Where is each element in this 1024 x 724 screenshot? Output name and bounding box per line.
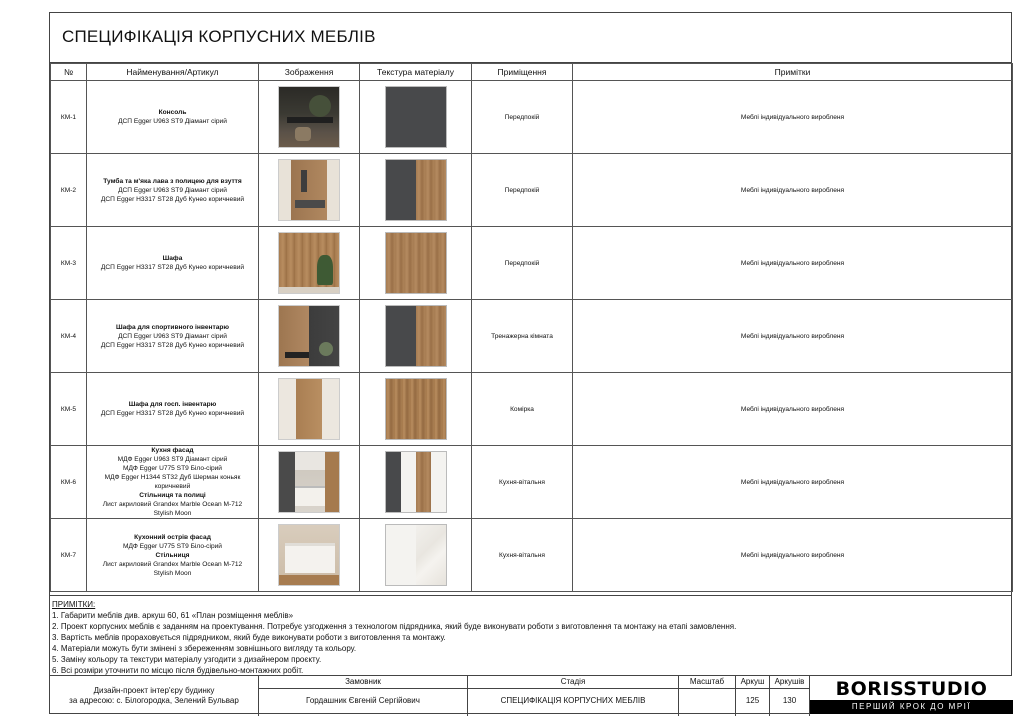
col-header-notes: Примітки [573, 64, 1013, 81]
table-row [51, 81, 1013, 154]
scale-cell [679, 676, 736, 716]
name-line: ДСП Egger H3317 ST28 Дуб Кунео коричневий [100, 264, 245, 271]
col-header-name: Найменування/Артикул [87, 64, 259, 81]
stage-cell [468, 676, 679, 716]
row-note: Меблі індивідуального виробленя [573, 227, 1013, 300]
studio-logo [810, 676, 1013, 716]
row-name [87, 81, 259, 154]
row-name [87, 446, 259, 519]
table-row [51, 154, 1013, 227]
name-title: Консоль [158, 109, 187, 116]
row-room: Передпокій [472, 81, 573, 154]
row-texture [360, 519, 472, 592]
name-line: МДФ Egger U963 ST9 Діамант сірий [117, 456, 228, 463]
note-item: 4. Матеріали можуть бути змінені з збереженням зовнішнього вигляду та кольору. [52, 644, 357, 653]
row-room: Кухня-вітальня [472, 519, 573, 592]
sheet-value: 125 [745, 696, 760, 705]
page-title: СПЕЦИФІКАЦІЯ КОРПУСНИХ МЕБЛІВ [62, 27, 376, 46]
name-line: коричневий [154, 483, 191, 490]
row-room: Передпокій [472, 154, 573, 227]
project-line-2: за адресою: с. Білогородка, Зелений Бульвар [69, 696, 239, 705]
name-title: Кухня фасад [151, 447, 194, 454]
row-image [259, 154, 360, 227]
table-row [51, 373, 1013, 446]
texture-swatch [385, 305, 447, 367]
texture-swatch [385, 86, 447, 148]
notes-header: ПРИМІТКИ: [52, 600, 96, 609]
name-title-2: Стільниця та полиці [139, 492, 206, 499]
row-image [259, 373, 360, 446]
row-texture [360, 154, 472, 227]
row-note: Меблі індивідуального виробленя [573, 373, 1013, 446]
row-texture [360, 373, 472, 446]
row-id: КМ-7 [51, 519, 87, 592]
row-name [87, 519, 259, 592]
name-line: ДСП Egger H3317 ST28 Дуб Кунео коричневий [100, 341, 245, 349]
row-id: КМ-3 [51, 227, 87, 300]
row-note: Меблі індивідуального виробленя [573, 519, 1013, 592]
note-item: 6. Всі розміри уточнити по місцю після будівельно-монтажних робіт. [52, 666, 304, 675]
texture-swatch [385, 378, 447, 440]
row-texture [360, 227, 472, 300]
row-id: КМ-4 [51, 300, 87, 373]
texture-swatch [385, 232, 447, 294]
customer-value: Гордашник Євгеній Сергійович [306, 696, 420, 705]
row-image [259, 519, 360, 592]
stage-label: Стадія [560, 677, 586, 686]
texture-swatch [385, 451, 447, 513]
name-title: Шафа [162, 255, 183, 262]
name-line: ДСП Egger U963 ST9 Діамант сірий [118, 118, 227, 125]
utility-cabinet-photo [278, 378, 340, 440]
logo-name: BORISSTUDIO [835, 678, 988, 700]
name-line: МДФ Egger U775 ST9 Біло-сірий [123, 542, 222, 550]
row-id: КМ-6 [51, 446, 87, 519]
name-line: МДФ Egger H1344 ST32 Дуб Шерман коньяк [104, 474, 241, 481]
row-image [259, 446, 360, 519]
name-line: ДСП Egger U963 ST9 Діамант сірий [118, 332, 227, 340]
note-item: 2. Проект корпусних меблів є заданням на проектування. Потребує узгодження з технологом підрядника, який буде виконувати роботи з виготовлення та монтажу на етапі замовлення. [52, 622, 737, 631]
row-note: Меблі індивідуального виробленя [573, 300, 1013, 373]
row-texture [360, 300, 472, 373]
table-header-row [51, 64, 1013, 81]
sheets-label: Аркушів [774, 677, 805, 686]
name-title: Шафа для госп. інвентарю [128, 401, 217, 408]
kitchen-photo [278, 451, 340, 513]
note-item: 3. Вартість меблів прораховується підрядником, який буде виконувати роботи з виготовлення та монтажу. [52, 633, 446, 642]
texture-swatch [385, 524, 447, 586]
name-title: Шафа для спортивного інвентарю [115, 323, 230, 331]
note-item: 5. Заміну кольору та текстури матеріалу узгодити з дизайнером проєкту. [52, 655, 322, 664]
row-note: Меблі індивідуального виробленя [573, 446, 1013, 519]
texture-swatch [385, 159, 447, 221]
name-line: ДСП Egger U963 ST9 Діамант сірий [118, 186, 227, 194]
shoe-bench-photo [278, 159, 340, 221]
sheet-label: Аркуш [740, 677, 765, 686]
name-line: Stylish Moon [153, 569, 192, 577]
name-line: Stylish Moon [153, 510, 192, 517]
table-row [51, 227, 1013, 300]
kitchen-island-photo [278, 524, 340, 586]
sheets-cell [770, 676, 810, 716]
sport-cabinet-photo [278, 305, 340, 367]
row-image [259, 227, 360, 300]
project-info [50, 676, 259, 716]
row-id: КМ-5 [51, 373, 87, 446]
row-texture [360, 81, 472, 154]
col-header-texture: Текстура матеріалу [360, 64, 472, 81]
name-line: Лист акриловий Grandex Marble Ocean M-712 [102, 560, 243, 568]
drawing-sheet [49, 12, 1012, 714]
row-id: КМ-2 [51, 154, 87, 227]
name-title: Тумба та м'яка лава з полицею для взуття [103, 177, 242, 185]
name-title-2: Стільниця [155, 551, 190, 559]
logo-slogan: ПЕРШИЙ КРОК ДО МРІЇ [810, 700, 1013, 714]
col-header-room: Приміщення [472, 64, 573, 81]
row-room: Кухня-вітальня [472, 446, 573, 519]
customer-cell [259, 676, 468, 716]
customer-label: Замовник [345, 677, 381, 686]
sheet-cell [736, 676, 770, 716]
note-item: 1. Габарити меблів див. аркуш 60, 61 «План розміщення меблів» [52, 611, 294, 620]
table-row [51, 446, 1013, 519]
row-image [259, 300, 360, 373]
row-name [87, 373, 259, 446]
table-row [51, 519, 1013, 592]
name-line: ДСП Egger H3317 ST28 Дуб Кунео коричневий [100, 410, 245, 417]
row-image [259, 81, 360, 154]
scale-label: Масштаб [689, 677, 725, 686]
row-id: КМ-1 [51, 81, 87, 154]
stage-value: СПЕЦИФІКАЦІЯ КОРПУСНИХ МЕБЛІВ [500, 696, 646, 705]
project-line-1: Дизайн-проект інтер'єру будинку [93, 686, 215, 695]
sheets-value: 130 [782, 696, 797, 705]
name-line: МДФ Egger U775 ST9 Біло-сірий [123, 465, 222, 472]
row-note: Меблі індивідуального виробленя [573, 81, 1013, 154]
row-name [87, 227, 259, 300]
title-stamp [50, 675, 1011, 715]
name-line: Лист акриловий Grandex Marble Ocean M-712 [102, 501, 243, 508]
specification-table [50, 63, 1013, 592]
col-header-image: Зображення [259, 64, 360, 81]
notes-block [50, 595, 1011, 675]
console-photo [278, 86, 340, 148]
stamp-divider [259, 688, 810, 689]
row-note: Меблі індивідуального виробленя [573, 154, 1013, 227]
table-row [51, 300, 1013, 373]
wardrobe-photo [278, 232, 340, 294]
title-block [50, 13, 1011, 63]
row-texture [360, 446, 472, 519]
name-line: ДСП Egger H3317 ST28 Дуб Кунео коричневий [100, 195, 245, 203]
name-title: Кухонний острів фасад [134, 533, 211, 541]
row-room: Передпокій [472, 227, 573, 300]
row-room: Комірка [472, 373, 573, 446]
col-header-num: № [51, 64, 87, 81]
row-name [87, 154, 259, 227]
row-room: Тренажерна кімната [472, 300, 573, 373]
row-name [87, 300, 259, 373]
